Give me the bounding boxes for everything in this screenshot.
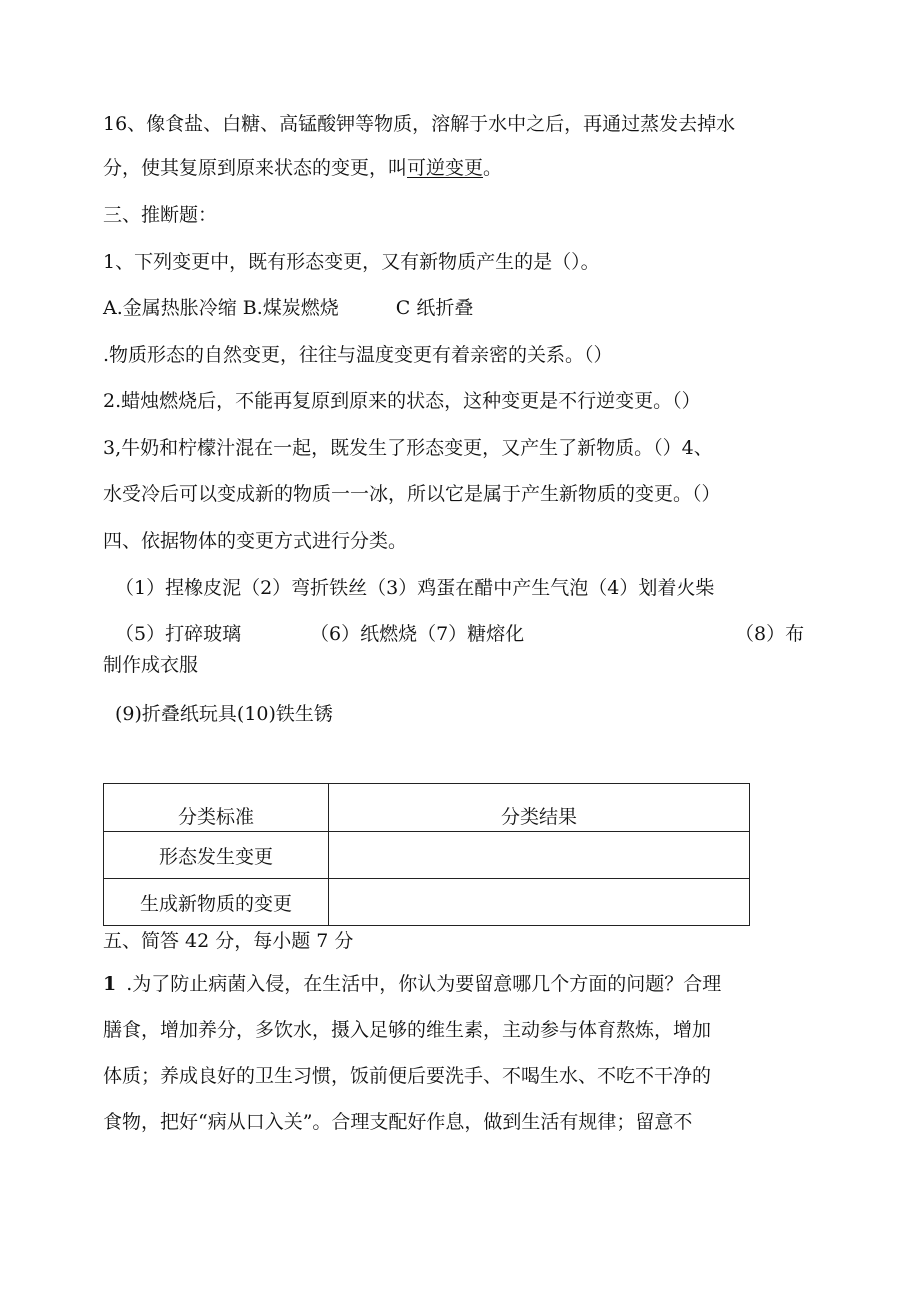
section5-q1-text: .为了防止病菌入侵，在生活中，你认为要留意哪几个方面的问题？合理 xyxy=(126,973,722,995)
section4-items-line2a: （5）打碎玻璃 xyxy=(115,623,242,645)
section3-q1: 1、下列变更中，既有形态变更，又有新物质产生的是（）。 xyxy=(103,251,600,273)
section5-q1-line3: 体质；养成良好的卫生习惯，饭前便后要洗手、不喝生水、不吃不干净的 xyxy=(103,1065,712,1087)
q16-line1: 16、像食盐、白糖、高锰酸钾等物质，溶解于水中之后，再通过蒸发去掉水 xyxy=(103,113,736,135)
table-row xyxy=(104,879,750,926)
table-row-result[interactable] xyxy=(329,879,750,926)
section3-statement-2: 2.蜡烛燃烧后，不能再复原到原来的状态，这种变更是不行逆变更。（） xyxy=(103,390,701,412)
table-row-standard: 形态发生变更 xyxy=(104,832,329,879)
section3-statement-4: 水受冷后可以变成新的物质一一冰，所以它是属于产生新物质的变更。（） xyxy=(103,483,721,505)
table-row-result[interactable] xyxy=(329,832,750,879)
section3-statement-3: 3,牛奶和柠檬汁混在一起，既发生了形态变更，又产生了新物质。（）4、 xyxy=(103,437,713,459)
section4-title: 四、依据物体的变更方式进行分类。 xyxy=(103,530,408,552)
table-header-standard: 分类标准 xyxy=(104,784,329,832)
table-header-result: 分类结果 xyxy=(329,784,750,832)
q16-answer: 可逆变更 xyxy=(407,157,484,179)
q16-line2-suffix: 。 xyxy=(483,157,503,179)
section5-title: 五、简答 42 分，每小题 7 分 xyxy=(103,930,354,952)
q16-line2-prefix: 分，使其复原到原来状态的变更，叫 xyxy=(103,157,408,179)
table-header-row xyxy=(104,784,750,832)
table-row-standard: 生成新物质的变更 xyxy=(104,879,329,926)
section4-items-line4: (9)折叠纸玩具(10)铁生锈 xyxy=(115,703,333,725)
section5-q1-line1 xyxy=(103,972,721,996)
classification-table xyxy=(103,783,750,926)
section3-q1-options: A.金属热胀冷缩 B.煤炭燃烧 C 纸折叠 xyxy=(103,297,474,319)
q16-line2 xyxy=(103,156,502,180)
section4-items-line1: （1）捏橡皮泥（2）弯折铁丝（3）鸡蛋在醋中产生气泡（4）划着火柴 xyxy=(115,577,715,599)
section5-q1-line4: 食物，把好“病从口入关”。合理支配好作息，做到生活有规律；留意不 xyxy=(103,1111,693,1133)
section4-items-line3: 制作成衣服 xyxy=(103,654,199,676)
section5-q1-number: 1 xyxy=(103,973,117,995)
table-row xyxy=(104,832,750,879)
section3-title: 三、推断题： xyxy=(103,204,218,226)
section4-items-line2c: （8）布 xyxy=(735,623,805,645)
section4-items-line2b: （6）纸燃烧（7）糖熔化 xyxy=(310,623,525,645)
section3-statement-0: .物质形态的自然变更，往往与温度变更有着亲密的关系。（） xyxy=(103,344,613,366)
section5-q1-line2: 膳食，增加养分，多饮水，摄入足够的维生素，主动参与体育熬炼，增加 xyxy=(103,1019,712,1041)
